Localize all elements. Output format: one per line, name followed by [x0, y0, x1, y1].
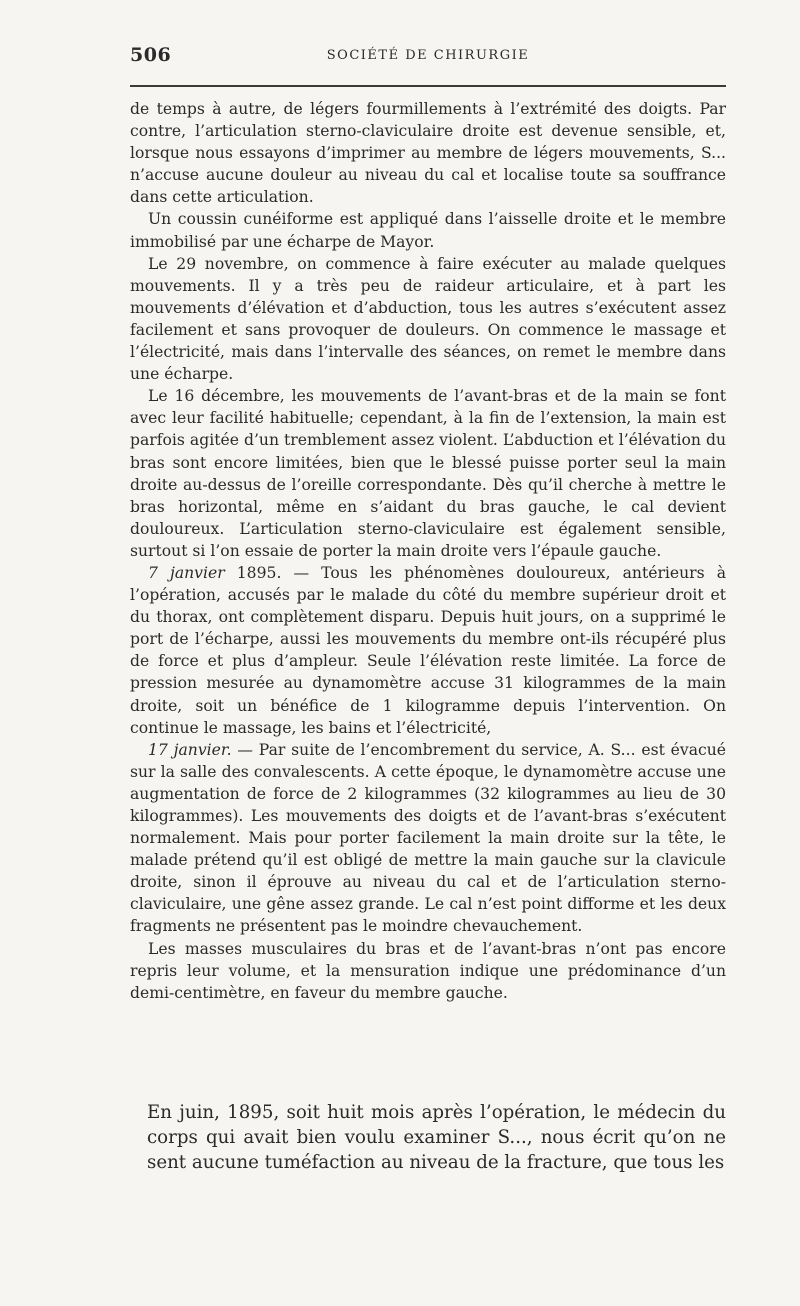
body-text	[130, 98, 726, 1004]
paragraph-continued: de temps à autre, de légers fourmillements à l’extrémité des doigts. Par contre, l’articulation sterno-claviculaire droite est devenue sensible, et, lorsque nous essayons d’imprimer au membre de légers mouvements, S... n’accuse aucune douleur au niveau du cal et localise toute sa souffrance dans cette articulation.	[130, 100, 726, 207]
paragraph-coussin: Un coussin cunéiforme est appliqué dans l’aisselle droite et le membre immobilisé par une écharpe de Mayor.	[130, 210, 726, 251]
paragraph-7-janvier-text: 1895. — Tous les phénomènes douloureux, antérieurs à l’opération, accusés par le malade du côté du membre supérieur droit et du thorax, ont complètement disparu. Depuis huit jours, on a supprimé le port de l’écharpe, aussi les mouvements du membre ont-ils récupéré plus de force et plus d’ampleur. Seule l’élévation reste limitée. La force de pression mesurée au dynamomètre accuse 31 kilogrammes de la main droite, soit un bénéfice de 1 kilogramme depuis l’intervention. On continue le massage, les bains et l’électricité,	[130, 563, 726, 737]
lower-text	[147, 1100, 726, 1175]
page-number: 506	[130, 44, 172, 66]
paragraph-17-janvier-text: — Par suite de l’encombrement du service, A. S... est évacué sur la salle des convalescents. A cette époque, le dynamomètre accuse une augmentation de force de 2 kilogrammes (32 kilogrammes au lieu de 30 kilogrammes). Les mouvements des doigts et de l’avant-bras s’exécutent normalement. Mais pour porter facilement la main droite sur la tête, le malade prétend qu’il est obligé de mettre la main gauche sur la clavicule droite, sinon il éprouve au niveau du cal et de l’articulation sterno-claviculaire, une gêne assez grande. Le cal n’est point difforme et les deux fragments ne présentent pas le moindre chevauchement.	[130, 740, 726, 936]
running-head: SOCIÉTÉ DE CHIRURGIE	[326, 48, 530, 63]
paragraph-16-decembre: Le 16 décembre, les mouvements de l’avant-bras et de la main se font avec leur facilité habituelle; cependant, à la fin de l’extension, la main est parfois agitée d’un tremblement assez violent. L’abduction et l’élévation du bras sont encore limitées, bien que le blessé puisse porter seul la main droite au-dessus de l’oreille correspondante. Dès qu’il cherche à mettre le bras horizontal, même en s’aidant du bras gauche, le cal devient douloureux. L’articulation sterno-claviculaire est également sensible, surtout si l’on essaie de porter la main droite vers l’épaule gauche.	[130, 387, 726, 560]
header-rule	[130, 85, 726, 87]
paragraph-7-janvier	[130, 562, 726, 739]
date-7-janvier: 7 janvier	[148, 563, 225, 582]
page-header	[130, 44, 726, 74]
paragraph-17-janvier	[130, 739, 726, 938]
paragraph-en-juin: En juin, 1895, soit huit mois après l’opération, le médecin du corps qui avait bien voulu examiner S..., nous écrit qu’on ne sent aucune tuméfaction au niveau de la fracture, que tous les	[147, 1102, 726, 1173]
paragraph-29-novembre: Le 29 novembre, on commence à faire exécuter au malade quelques mouvements. Il y a très peu de raideur articulaire, et à part les mouvements d’élévation et d’abduction, tous les autres s’exécutent assez facilement et sans provoquer de douleurs. On commence le massage et l’électricité, mais dans l’intervalle des séances, on remet le membre dans une écharpe.	[130, 254, 726, 384]
date-17-janvier: 17 janvier.	[148, 740, 232, 759]
paragraph-masses-musculaires: Les masses musculaires du bras et de l’avant-bras n’ont pas encore repris leur volume, et la mensuration indique une prédominance d’un demi-centimètre, en faveur du membre gauche.	[130, 939, 726, 1002]
